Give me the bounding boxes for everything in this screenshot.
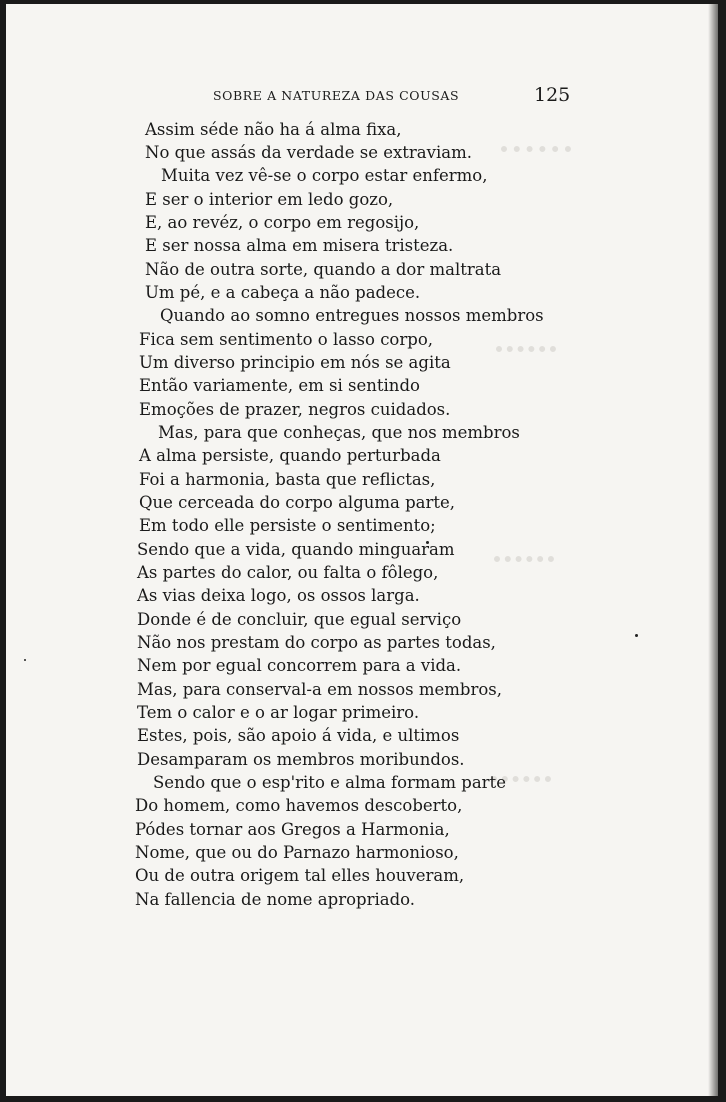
verse-line: Um diverso principio em nós se agita bbox=[139, 353, 451, 372]
verse-line: Fica sem sentimento o lasso corpo, bbox=[139, 330, 433, 349]
verse-line: As partes do calor, ou falta o fôlego, bbox=[137, 563, 439, 582]
verse-line: Quando ao somno entregues nossos membros bbox=[160, 306, 544, 325]
verse-line: Emoções de prazer, negros cuidados. bbox=[139, 400, 451, 419]
running-head: SOBRE A NATUREZA DAS COUSAS bbox=[213, 88, 460, 103]
show-through-mark bbox=[496, 334, 556, 352]
verse-line: Desamparam os membros moribundos. bbox=[137, 750, 465, 769]
verse-line: Que cerceada do corpo alguma parte, bbox=[139, 493, 456, 512]
verse-line: Não nos prestam do corpo as partes todas, bbox=[137, 633, 496, 652]
verse-line: Sendo que a vida, quando minguaram bbox=[137, 540, 455, 559]
verse-line: Do homem, como havemos descoberto, bbox=[135, 796, 463, 815]
verse-line: Estes, pois, são apoio á vida, e ultimos bbox=[137, 726, 460, 745]
verse-line: Nem por egual concorrem para a vida. bbox=[137, 656, 462, 675]
show-through-mark bbox=[501, 134, 571, 152]
verse-line: Mas, para conserval-a em nossos membros, bbox=[137, 680, 503, 699]
verse-line: Mas, para que conheças, que nos membros bbox=[158, 423, 520, 442]
verse-line: Pódes tornar aos Gregos a Harmonia, bbox=[135, 820, 450, 839]
book-page bbox=[6, 4, 718, 1096]
page-edge-shadow bbox=[708, 4, 718, 1096]
verse-line: Ou de outra origem tal elles houveram, bbox=[135, 866, 465, 885]
ink-speck bbox=[635, 634, 638, 637]
verse-line: Assim séde não ha á alma fixa, bbox=[145, 120, 402, 139]
page-number: 125 bbox=[534, 84, 571, 106]
verse-line: No que assás da verdade se extraviam. bbox=[145, 143, 472, 162]
verse-line: E ser o interior em ledo gozo, bbox=[145, 190, 394, 209]
verse-line: Então variamente, em si sentindo bbox=[139, 376, 420, 395]
ink-speck bbox=[24, 659, 26, 661]
show-through-mark bbox=[494, 544, 554, 562]
verse-line: E ser nossa alma em misera tristeza. bbox=[145, 236, 454, 255]
verse-line: A alma persiste, quando perturbada bbox=[139, 446, 441, 465]
verse-line: Nome, que ou do Parnazo harmonioso, bbox=[135, 843, 459, 862]
verse-line: Um pé, e a cabeça a não padece. bbox=[145, 283, 421, 302]
verse-line: Não de outra sorte, quando a dor maltrata bbox=[145, 260, 502, 279]
verse-line: Tem o calor e o ar logar primeiro. bbox=[137, 703, 420, 722]
verse-line: Foi a harmonia, basta que reflictas, bbox=[139, 470, 436, 489]
verse-line: Na fallencia de nome apropriado. bbox=[135, 890, 416, 909]
verse-line: E, ao revéz, o corpo em regosijo, bbox=[145, 213, 420, 232]
verse-line: Em todo elle persiste o sentimento; bbox=[139, 516, 436, 535]
verse-line: As vias deixa logo, os ossos larga. bbox=[137, 586, 420, 605]
verse-line: Muita vez vê-se o corpo estar enfermo, bbox=[161, 166, 488, 185]
verse-line: Sendo que o esp'rito e alma formam parte bbox=[153, 773, 506, 792]
verse-line: Donde é de concluir, que egual serviço bbox=[137, 610, 462, 629]
